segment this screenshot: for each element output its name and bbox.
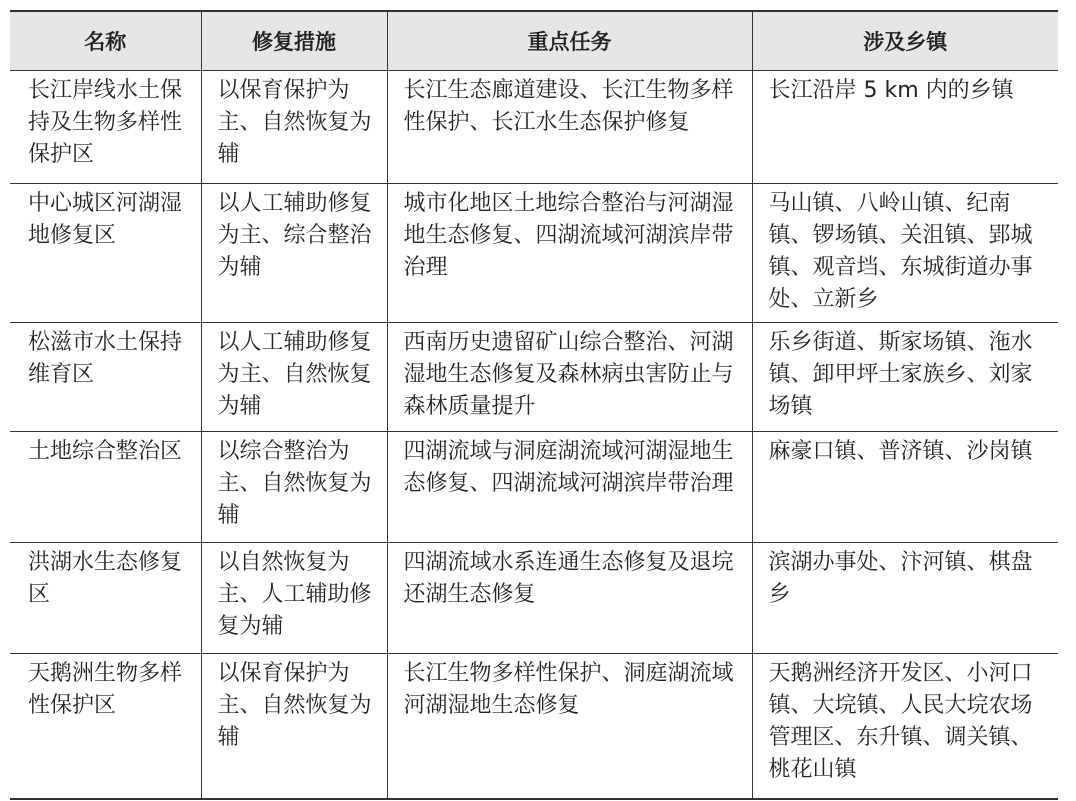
table-row [10, 323, 1058, 432]
cell-task: 四湖流域水系连通生态修复及退垸还湖生态修复 [387, 543, 752, 654]
cell-measure: 以人工辅助修复为主、综合整治为辅 [201, 184, 387, 323]
cell-name: 土地综合整治区 [10, 432, 201, 543]
cell-towns: 乐乡街道、斯家场镇、沲水镇、卸甲坪土家族乡、刘家场镇 [752, 323, 1058, 432]
cell-measure: 以保育保护为主、自然恢复为辅 [201, 654, 387, 800]
cell-towns: 长江沿岸 5 km 内的乡镇 [752, 71, 1058, 184]
cell-measure: 以人工辅助修复为主、自然恢复为辅 [201, 323, 387, 432]
cell-task: 城市化地区土地综合整治与河湖湿地生态修复、四湖流域河湖滨岸带治理 [387, 184, 752, 323]
cell-task: 四湖流域与洞庭湖流域河湖湿地生态修复、四湖流域河湖滨岸带治理 [387, 432, 752, 543]
table-row [10, 71, 1058, 184]
cell-task: 西南历史遗留矿山综合整治、河湖湿地生态修复及森林病虫害防止与森林质量提升 [387, 323, 752, 432]
table-row [10, 432, 1058, 543]
header-towns: 涉及乡镇 [752, 11, 1058, 71]
header-name: 名称 [10, 11, 201, 71]
cell-towns: 马山镇、八岭山镇、纪南镇、锣场镇、关沮镇、郢城镇、观音垱、东城街道办事处、立新乡 [752, 184, 1058, 323]
table-row [10, 543, 1058, 654]
cell-name: 天鹅洲生物多样性保护区 [10, 654, 201, 800]
cell-measure: 以综合整治为主、自然恢复为辅 [201, 432, 387, 543]
cell-task: 长江生物多样性保护、洞庭湖流域河湖湿地生态修复 [387, 654, 752, 800]
cell-name: 中心城区河湖湿地修复区 [10, 184, 201, 323]
header-task: 重点任务 [387, 11, 752, 71]
table-header-row [10, 11, 1058, 71]
table-row [10, 184, 1058, 323]
document-page [10, 10, 1058, 800]
cell-measure: 以自然恢复为主、人工辅助修复为辅 [201, 543, 387, 654]
cell-towns: 麻豪口镇、普济镇、沙岗镇 [752, 432, 1058, 543]
cell-name: 洪湖水生态修复区 [10, 543, 201, 654]
cell-towns: 天鹅洲经济开发区、小河口镇、大垸镇、人民大垸农场管理区、东升镇、调关镇、桃花山镇 [752, 654, 1058, 800]
cell-measure: 以保育保护为主、自然恢复为辅 [201, 71, 387, 184]
cell-task: 长江生态廊道建设、长江生物多样性保护、长江水生态保护修复 [387, 71, 752, 184]
cell-towns: 滨湖办事处、汴河镇、棋盘乡 [752, 543, 1058, 654]
cell-name: 松滋市水土保持维育区 [10, 323, 201, 432]
cell-name: 长江岸线水土保持及生物多样性保护区 [28, 78, 183, 167]
table-row [10, 654, 1058, 800]
header-measure: 修复措施 [201, 11, 387, 71]
ecological-restoration-zones-table [10, 10, 1058, 800]
